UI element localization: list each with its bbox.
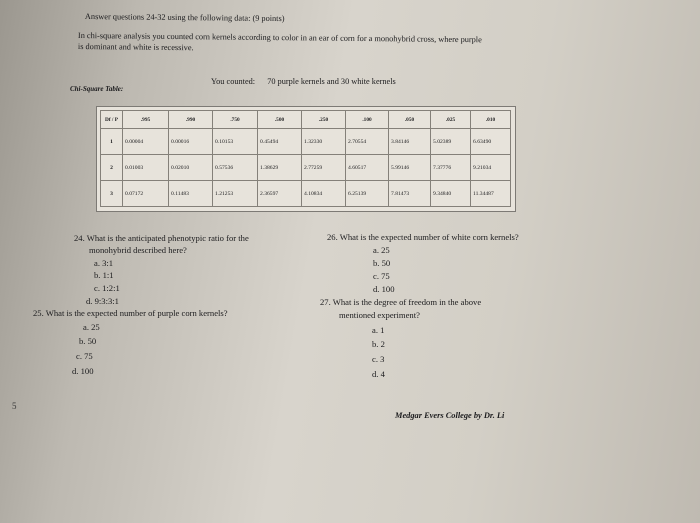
table-cell: 9.21034 xyxy=(471,155,511,181)
table-cell: 4.60517 xyxy=(346,155,389,181)
table-cell: 0.00016 xyxy=(169,129,213,155)
table-cell: 0.00004 xyxy=(123,129,169,155)
page-number: 5 xyxy=(12,401,17,411)
table-header-cell: .025 xyxy=(431,111,471,129)
table-cell: 5.99146 xyxy=(389,155,431,181)
instructions-line-2: is dominant and white is recessive. xyxy=(77,42,194,53)
table-header-cell: .990 xyxy=(169,111,213,129)
table-cell: 2.77259 xyxy=(302,155,346,181)
table-header-cell: Df / P xyxy=(101,111,123,129)
counted-summary xyxy=(211,77,396,86)
table-cell: 0.45494 xyxy=(258,129,302,155)
table-cell: 11.34487 xyxy=(471,181,511,207)
question-27-text-cont: mentioned experiment? xyxy=(339,310,420,320)
table-cell: 0.11483 xyxy=(169,181,213,207)
counted-label: You counted: xyxy=(211,77,256,86)
question-27-option-d: d. 4 xyxy=(372,369,385,379)
question-24-option-c: c. 1:2:1 xyxy=(94,283,120,293)
question-26-text: 26. What is the expected number of white corn kernels? xyxy=(327,232,519,242)
table-cell-df: 2 xyxy=(101,155,123,181)
question-26-option-d: d. 100 xyxy=(373,284,395,294)
table-cell: 9.34840 xyxy=(431,181,471,207)
table-cell: 3.84146 xyxy=(389,129,431,155)
question-24-text-cont: monohybrid described here? xyxy=(89,245,187,255)
question-27-text: 27. What is the degree of freedom in the above xyxy=(320,297,482,307)
table-title: Chi-Square Table: xyxy=(70,85,124,93)
table-cell: 5.02389 xyxy=(431,129,471,155)
question-25-text: 25. What is the expected number of purple corn kernels? xyxy=(33,308,228,318)
question-25-option-a: a. 25 xyxy=(83,322,100,332)
table-cell: 6.25139 xyxy=(346,181,389,207)
question-26-option-a: a. 25 xyxy=(373,245,390,255)
table-cell: 0.07172 xyxy=(123,181,169,207)
table-cell: 6.63490 xyxy=(471,129,511,155)
table-header-cell: .995 xyxy=(123,111,169,129)
question-27-option-c: c. 3 xyxy=(372,354,385,364)
table-cell: 1.21253 xyxy=(213,181,258,207)
table-row xyxy=(101,129,511,155)
question-24-option-a: a. 3:1 xyxy=(94,258,114,268)
question-26-option-b: b. 50 xyxy=(373,258,391,268)
chi-square-table-frame xyxy=(96,106,516,212)
chi-square-table xyxy=(100,110,511,207)
table-cell: 0.01003 xyxy=(123,155,169,181)
question-24-option-d: d. 9:3:3:1 xyxy=(86,296,119,306)
table-header-cell: .500 xyxy=(258,111,302,129)
table-header-cell: .050 xyxy=(389,111,431,129)
table-cell: 0.57536 xyxy=(213,155,258,181)
table-cell-df: 1 xyxy=(101,129,123,155)
footer-credit: Medgar Evers College by Dr. Li xyxy=(395,411,505,420)
question-26-option-c: c. 75 xyxy=(373,271,390,281)
table-row xyxy=(101,181,511,207)
question-24-text: 24. What is the anticipated phenotypic ratio for the xyxy=(74,233,249,243)
instructions-line-1: In chi-square analysis you counted corn kernels according to color in an ear of corn for a monohybrid cross, where purple xyxy=(77,31,482,45)
table-header-cell: .750 xyxy=(213,111,258,129)
table-cell: 0.10153 xyxy=(213,129,258,155)
table-cell: 1.38629 xyxy=(258,155,302,181)
question-25-option-c: c. 75 xyxy=(76,351,93,361)
counted-values: 70 purple kernels and 30 white kernels xyxy=(267,77,396,86)
table-header-cell: .100 xyxy=(346,111,389,129)
table-cell: 0.02010 xyxy=(169,155,213,181)
question-25-option-d: d. 100 xyxy=(72,366,94,376)
question-24-option-b: b. 1:1 xyxy=(94,270,114,280)
table-cell: 2.36597 xyxy=(258,181,302,207)
instructions-heading: Answer questions 24-32 using the following data: (9 points) xyxy=(84,12,285,24)
table-cell: 7.37776 xyxy=(431,155,471,181)
question-27-option-b: b. 2 xyxy=(372,339,385,349)
table-cell: 7.81473 xyxy=(389,181,431,207)
table-row xyxy=(101,155,511,181)
table-cell: 1.32330 xyxy=(302,129,346,155)
table-header-cell: .010 xyxy=(471,111,511,129)
table-header-row xyxy=(101,111,511,129)
table-header-cell: .250 xyxy=(302,111,346,129)
table-cell-df: 3 xyxy=(101,181,123,207)
question-27-option-a: a. 1 xyxy=(372,325,385,335)
question-25-option-b: b. 50 xyxy=(79,336,97,346)
table-cell: 2.70554 xyxy=(346,129,389,155)
table-cell: 4.10834 xyxy=(302,181,346,207)
